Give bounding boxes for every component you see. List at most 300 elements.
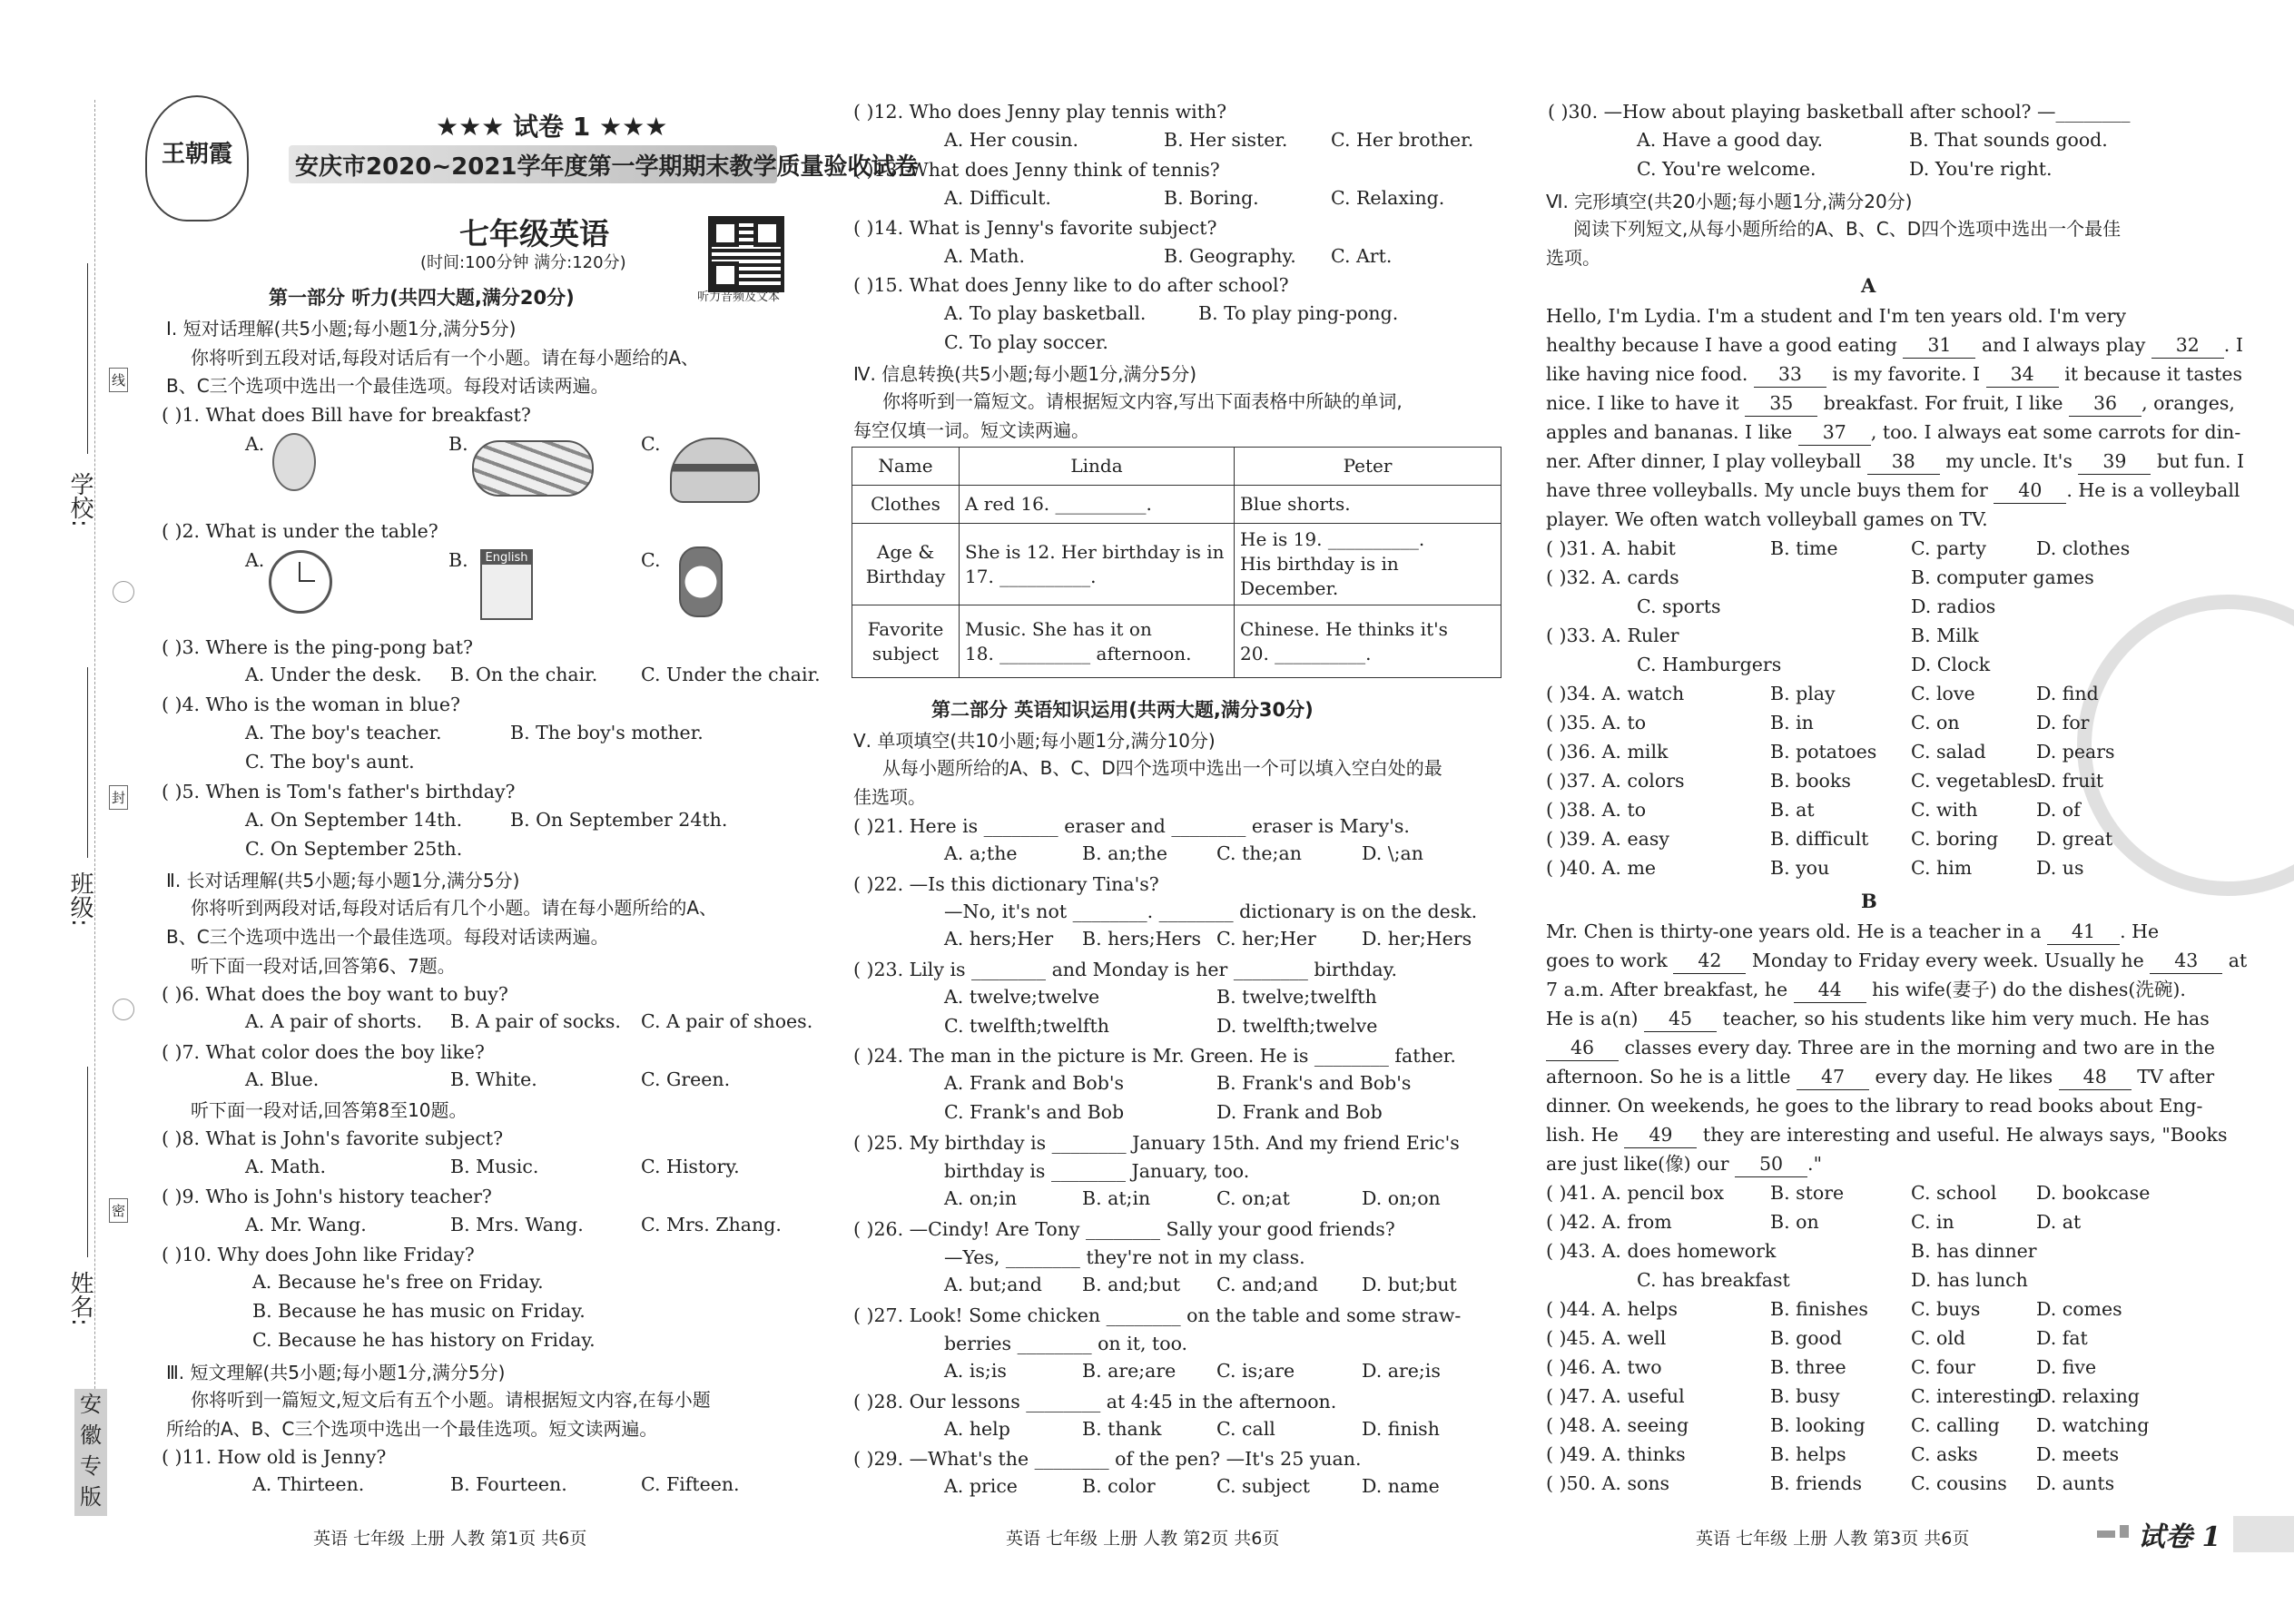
option[interactable]: B. twelve;twelfth	[1216, 986, 1377, 1008]
passage-line: afternoon. So he is a little 47 every day. He likes 48 TV after	[1546, 1064, 2214, 1090]
section5-heading: Ⅴ. 单项填空(共10小题;每小题1分,满分10分)	[853, 730, 1216, 752]
section4-heading: Ⅳ. 信息转换(共5小题;每小题1分,满分5分)	[853, 363, 1197, 385]
option[interactable]: C. in	[1911, 1211, 1954, 1233]
question-21: ( )21. Here is ________ eraser and ________ eraser is Mary's.	[853, 815, 1410, 837]
option[interactable]: C. Art.	[1331, 245, 1393, 267]
option[interactable]: B. friends	[1770, 1472, 1863, 1494]
cloze-question[interactable]: ( )33. A. Ruler	[1546, 625, 1679, 646]
option[interactable]: A. Under the desk.	[245, 664, 422, 685]
table-cell: Blue shorts.	[1235, 486, 1501, 524]
edition-char: 版	[80, 1484, 102, 1510]
question-24: ( )24. The man in the picture is Mr. Green. He is ________ father.	[853, 1045, 1456, 1067]
cloze-question[interactable]: ( )48. A. seeing	[1546, 1414, 1689, 1436]
cloze-blank[interactable]: 36	[2069, 390, 2141, 417]
instruction: 你将听到两段对话,每段对话后有几个小题。请在每小题所给的A、	[191, 897, 718, 919]
option[interactable]: D. her;Hers	[1362, 928, 1472, 950]
option[interactable]: C. subject	[1216, 1475, 1311, 1497]
part1-heading: 第一部分 听力(共四大题,满分20分)	[269, 287, 575, 309]
hamburger-icon[interactable]	[670, 438, 760, 503]
passage-line: 7 a.m. After breakfast, he 44 his wife(妻子) do the dishes(洗碗).	[1546, 977, 2186, 1003]
table-cell: Chinese. He thinks it's	[1240, 617, 1448, 640]
egg-icon[interactable]	[272, 433, 316, 491]
page-footer: 英语 七年级 上册 人教 第3页 共6页	[1696, 1529, 1970, 1549]
passage-line: healthy because I have a good eating 31 and I always play 32 . I	[1546, 332, 2243, 359]
option[interactable]: B. busy	[1770, 1385, 1840, 1407]
option[interactable]: C. buys	[1911, 1298, 1981, 1320]
info-table	[852, 447, 1501, 678]
name-label: 姓名:	[66, 1271, 94, 1326]
book-label: English	[482, 551, 531, 565]
option[interactable]: D. finish	[1362, 1418, 1440, 1440]
question-27-line2: berries ________ on it, too.	[944, 1333, 1188, 1354]
cloze-question[interactable]: ( )36. A. milk	[1546, 741, 1669, 763]
option[interactable]: C. Hamburgers	[1637, 654, 1782, 675]
instruction: 你将听到一篇短文。请根据短文内容,写出下面表格中所缺的单词,	[882, 390, 1403, 412]
passage-line: lish. He 49 they are interesting and useful. He always says, "Books	[1546, 1122, 2227, 1148]
option[interactable]: A. Difficult.	[944, 187, 1051, 209]
option[interactable]: C. on;at	[1216, 1187, 1290, 1209]
option[interactable]: A. Because he's free on Friday.	[252, 1271, 544, 1293]
option[interactable]: D. relaxing	[2036, 1385, 2140, 1407]
option[interactable]: D. great	[2036, 828, 2113, 850]
line-mark: 线	[109, 368, 128, 392]
option[interactable]: C. and;and	[1216, 1274, 1318, 1295]
option[interactable]: A. twelve;twelve	[944, 986, 1100, 1008]
option[interactable]: C. History.	[641, 1156, 740, 1177]
option[interactable]: A. but;and	[944, 1274, 1042, 1295]
option[interactable]: B. Music.	[450, 1156, 539, 1177]
option[interactable]: A. hers;Her	[944, 928, 1054, 950]
school-label: 学校:	[66, 472, 94, 527]
cloze-question[interactable]: ( )42. A. from	[1546, 1211, 1672, 1233]
option[interactable]: B. thank	[1082, 1418, 1162, 1440]
alarm-clock-icon[interactable]	[269, 550, 332, 614]
instruction: 所给的A、B、C三个选项中选出一个最佳选项。短文读两遍。	[166, 1418, 658, 1440]
instruction: 每空仅填一词。短文读两遍。	[853, 419, 1089, 441]
option[interactable]: A. On September 14th.	[245, 809, 463, 831]
table-cell-blank-19[interactable]: He is 19. __________.	[1240, 528, 1425, 550]
cloze-question[interactable]: ( )40. A. me	[1546, 857, 1657, 879]
option[interactable]: C. sports	[1637, 595, 1721, 617]
section2-heading: Ⅱ. 长对话理解(共5小题;每小题1分,满分5分)	[166, 870, 520, 891]
option[interactable]: B. finishes	[1770, 1298, 1868, 1320]
option[interactable]: B. White.	[450, 1068, 537, 1090]
option[interactable]: C. On September 25th.	[245, 838, 463, 860]
option[interactable]: D. twelfth;twelve	[1216, 1015, 1378, 1037]
class-label: 班级:	[66, 871, 94, 927]
question-25: ( )25. My birthday is ________ January 15th. And my friend Eric's	[853, 1132, 1460, 1154]
option[interactable]: D. \;an	[1362, 842, 1423, 864]
question-25-line2: birthday is ________ January, too.	[944, 1160, 1250, 1182]
option[interactable]: A. a;the	[944, 842, 1018, 864]
instruction: B、C三个选项中选出一个最佳选项。每段对话读两遍。	[166, 926, 609, 948]
option[interactable]: A. Math.	[944, 245, 1026, 267]
option[interactable]: C. Because he has history on Friday.	[252, 1329, 596, 1351]
option[interactable]: D. meets	[2036, 1443, 2120, 1465]
option[interactable]: D. pears	[2036, 741, 2115, 763]
question-3: ( )3. Where is the ping-pong bat?	[162, 636, 473, 658]
option[interactable]: B. potatoes	[1770, 741, 1877, 763]
cloze-question[interactable]: ( )38. A. to	[1546, 799, 1647, 821]
question-9: ( )9. Who is John's history teacher?	[162, 1186, 492, 1207]
option[interactable]: B. Fourteen.	[450, 1473, 567, 1495]
option[interactable]: B. are;are	[1082, 1360, 1177, 1382]
option[interactable]: D. fruit	[2036, 770, 2104, 792]
cloze-blank[interactable]: 31	[1903, 332, 1975, 359]
exam-tag: 试卷 1	[2138, 1521, 2221, 1553]
publisher-logo	[145, 95, 249, 221]
option[interactable]: B. Her sister.	[1164, 129, 1288, 151]
option[interactable]: D. Frank and Bob	[1216, 1101, 1383, 1123]
section3-heading: Ⅲ. 短文理解(共5小题;每小题1分,满分5分)	[166, 1362, 506, 1383]
instruction: 阅读下列短文,从每小题所给的A、B、C、D四个选项中选出一个最佳	[1573, 218, 2122, 240]
option[interactable]: C. calling	[1911, 1414, 2000, 1436]
option[interactable]: C. with	[1911, 799, 1978, 821]
passage-line: dinner. On weekends, he goes to the library to read books about Eng-	[1546, 1095, 2203, 1117]
cloze-question[interactable]: ( )45. A. well	[1546, 1327, 1667, 1349]
cloze-blank[interactable]: 32	[2151, 332, 2224, 359]
section6-heading: Ⅵ. 完形填空(共20小题;每小题1分,满分20分)	[1546, 191, 1913, 212]
option[interactable]: B. an;the	[1082, 842, 1168, 864]
question-28: ( )28. Our lessons ________ at 4:45 in the afternoon.	[853, 1391, 1337, 1412]
option[interactable]: C. old	[1911, 1327, 1966, 1349]
instruction: 佳选项。	[853, 786, 926, 808]
option[interactable]: D. for	[2036, 712, 2090, 733]
cloze-blank[interactable]: 42	[1673, 948, 1746, 974]
option[interactable]: D. radios	[1911, 595, 1996, 617]
option[interactable]: B. books	[1770, 770, 1851, 792]
option[interactable]: A. Mr. Wang.	[245, 1214, 367, 1235]
decor-block	[2233, 1516, 2294, 1552]
seal-mark-label: 封	[109, 785, 128, 810]
part2-heading: 第二部分 英语知识运用(共两大题,满分30分)	[931, 699, 1314, 721]
option[interactable]: B. helps	[1770, 1443, 1846, 1465]
cake-roll-icon[interactable]	[472, 440, 594, 497]
option[interactable]: C. You're welcome.	[1637, 158, 1816, 180]
cloze-question[interactable]: ( )37. A. colors	[1546, 770, 1685, 792]
option[interactable]: B. has dinner	[1911, 1240, 2037, 1262]
cloze-question[interactable]: ( )32. A. cards	[1546, 566, 1679, 588]
option[interactable]: C. party	[1911, 537, 1986, 559]
table-cell: Favorite	[867, 617, 944, 640]
option[interactable]: C. love	[1911, 683, 1975, 704]
table-cell: subject	[871, 642, 940, 664]
edition-badge	[74, 1389, 107, 1516]
option[interactable]: A. Her cousin.	[944, 129, 1078, 151]
option[interactable]: A. To play basketball.	[944, 302, 1147, 324]
option[interactable]: D. name	[1362, 1475, 1440, 1497]
table-cell: Age &	[876, 540, 935, 563]
option[interactable]: B. color	[1082, 1475, 1156, 1497]
cloze-blank[interactable]: 34	[1986, 361, 2059, 388]
cloze-question[interactable]: ( )41. A. pencil box	[1546, 1182, 1725, 1204]
cloze-question[interactable]: ( )50. A. sons	[1546, 1472, 1670, 1494]
option[interactable]: C. boring	[1911, 828, 1999, 850]
option[interactable]: C. her;Her	[1216, 928, 1316, 950]
option[interactable]: B. On September 24th.	[510, 809, 728, 831]
option[interactable]: C. the;an	[1216, 842, 1302, 864]
cloze-question[interactable]: ( )49. A. thinks	[1546, 1443, 1686, 1465]
passage-line: have three volleyballs. My uncle buys them for 40 . He is a volleyball	[1546, 477, 2240, 504]
passage-line: 46 classes every day. Three are in the morning and two are in the	[1546, 1035, 2215, 1061]
cloze-question[interactable]: ( )43. A. does homework	[1546, 1240, 1777, 1262]
passage-line: like having nice food. 33 is my favorite. I 34 it because it tastes	[1546, 361, 2242, 388]
school-blank[interactable]	[87, 263, 88, 454]
passage-a-label: A	[1861, 274, 1876, 297]
subject-title: 七年级英语	[459, 216, 609, 251]
cloze-blank[interactable]: 35	[1745, 390, 1817, 417]
option[interactable]: C. cousins	[1911, 1472, 2007, 1494]
instruction: B、C三个选项中选出一个最佳选项。每段对话读两遍。	[166, 375, 609, 397]
cloze-blank[interactable]: 45	[1644, 1006, 1717, 1032]
option[interactable]: D. but;but	[1362, 1274, 1457, 1295]
option[interactable]: C. salad	[1911, 741, 1986, 763]
instruction: 从每小题所给的A、B、C、D四个选项中选出一个可以填入空白处的最	[882, 757, 1442, 779]
option[interactable]: C. him	[1911, 857, 1973, 879]
passage-line: ner. After dinner, I play volleyball 38 my uncle. It's 39 but fun. I	[1546, 448, 2244, 475]
option[interactable]: D. are;is	[1362, 1360, 1441, 1382]
question-2: ( )2. What is under the table?	[162, 520, 438, 542]
cloze-blank[interactable]: 33	[1754, 361, 1826, 388]
english-book-icon[interactable]	[480, 549, 533, 620]
question-1: ( )1. What does Bill have for breakfast?	[162, 404, 531, 426]
cloze-blank[interactable]: 47	[1797, 1064, 1869, 1090]
table-cell-blank-17[interactable]: 17. __________.	[965, 565, 1097, 587]
option[interactable]: B. That sounds good.	[1909, 129, 2108, 151]
cloze-question[interactable]: ( )34. A. watch	[1546, 683, 1685, 704]
option[interactable]: D. clothes	[2036, 537, 2131, 559]
passage-line: nice. I like to have it 35 breakfast. For fruit, I like 36 , oranges,	[1546, 390, 2235, 417]
question-26: ( )26. —Cindy! Are Tony ________ Sally your good friends?	[853, 1218, 1395, 1240]
question-12: ( )12. Who does Jenny play tennis with?	[853, 101, 1227, 123]
option[interactable]: D. on;on	[1362, 1187, 1441, 1209]
instruction: 听下面一段对话,回答第8至10题。	[191, 1099, 468, 1121]
page-footer: 英语 七年级 上册 人教 第2页 共6页	[1006, 1529, 1280, 1549]
option[interactable]: A. help	[944, 1418, 1010, 1440]
edition-char: 安	[80, 1392, 102, 1417]
table-header: Name	[852, 448, 960, 486]
cloze-blank[interactable]: 40	[1994, 477, 2066, 504]
instruction: 选项。	[1546, 247, 1600, 269]
cloze-blank[interactable]: 39	[2078, 448, 2151, 475]
table-cell: Birthday	[865, 565, 946, 587]
option[interactable]: D. aunts	[2036, 1472, 2115, 1494]
cloze-blank[interactable]: 49	[1624, 1122, 1697, 1148]
decor-bar	[2120, 1525, 2129, 1538]
option[interactable]: A. Thirteen.	[252, 1473, 365, 1495]
option[interactable]: B. looking	[1770, 1414, 1866, 1436]
exam-title: 安庆市2020~2021学年度第一学期期末教学质量验收试卷	[295, 153, 919, 181]
question-22-line2: —No, it's not ________. ________ dictionary is on the desk.	[944, 901, 1478, 922]
option[interactable]: B. play	[1770, 683, 1836, 704]
option[interactable]: D. find	[2036, 683, 2099, 704]
option[interactable]: D. You're right.	[1909, 158, 2053, 180]
cloze-question[interactable]: ( )31. A. habit	[1546, 537, 1676, 559]
option[interactable]: B. Milk	[1911, 625, 1979, 646]
option[interactable]: C. on	[1911, 712, 1960, 733]
option[interactable]: B. time	[1770, 537, 1838, 559]
table-header: Peter	[1235, 448, 1501, 486]
option[interactable]: B. The boy's mother.	[510, 722, 704, 743]
cloze-question[interactable]: ( )35. A. to	[1546, 712, 1647, 733]
option[interactable]: D. of	[2036, 799, 2081, 821]
option[interactable]: C. To play soccer.	[944, 331, 1108, 353]
option[interactable]: C. twelfth;twelfth	[944, 1015, 1109, 1037]
edition-char: 徽	[80, 1422, 102, 1448]
ring-mark	[113, 581, 134, 603]
passage-line: Mr. Chen is thirty-one years old. He is a teacher in a 41 . He	[1546, 919, 2159, 945]
option[interactable]: C. is;are	[1216, 1360, 1295, 1382]
option[interactable]: A. is;is	[944, 1360, 1007, 1382]
option[interactable]: B. at	[1770, 799, 1815, 821]
option[interactable]: C. has breakfast	[1637, 1269, 1790, 1291]
option[interactable]: C. school	[1911, 1182, 1997, 1204]
option[interactable]: B. Because he has music on Friday.	[252, 1300, 586, 1322]
option[interactable]: B. Frank's and Bob's	[1216, 1072, 1412, 1094]
option[interactable]: C. Her brother.	[1331, 129, 1474, 151]
option[interactable]: B. Boring.	[1164, 187, 1259, 209]
option[interactable]: A. price	[944, 1475, 1018, 1497]
qr-code[interactable]	[708, 216, 784, 292]
passage-line: He is a(n) 45 teacher, so his students like him very much. He has	[1546, 1006, 2210, 1032]
option[interactable]: B. difficult	[1770, 828, 1869, 850]
question-22: ( )22. —Is this dictionary Tina's?	[853, 873, 1159, 895]
option[interactable]: C. Green.	[641, 1068, 731, 1090]
option[interactable]: C. Mrs. Zhang.	[641, 1214, 782, 1235]
question-7: ( )7. What color does the boy like?	[162, 1041, 485, 1063]
option[interactable]: C. Relaxing.	[1331, 187, 1445, 209]
option[interactable]: D. watching	[2036, 1414, 2150, 1436]
passage-b-label: B	[1861, 890, 1877, 912]
instruction: 你将听到一篇短文,短文后有五个小题。请根据短文内容,在每小题	[191, 1389, 711, 1411]
option[interactable]: B. good	[1770, 1327, 1843, 1349]
cloze-question[interactable]: ( )46. A. two	[1546, 1356, 1662, 1378]
option[interactable]: D. five	[2036, 1356, 2097, 1378]
time-info: (时间:100分钟 满分:120分)	[420, 253, 626, 272]
question-11: ( )11. How old is Jenny?	[162, 1446, 387, 1468]
option[interactable]: B. Geography.	[1164, 245, 1296, 267]
question-23: ( )23. Lily is ________ and Monday is her ________ birthday.	[853, 959, 1398, 980]
cloze-blank[interactable]: 48	[2059, 1064, 2132, 1090]
option[interactable]: D. us	[2036, 857, 2084, 879]
option[interactable]: D. has lunch	[1911, 1269, 2028, 1291]
option[interactable]: B. you	[1770, 857, 1830, 879]
passage-line: are just like(像) our 50 ."	[1546, 1151, 1822, 1177]
option[interactable]: B. Mrs. Wang.	[450, 1214, 584, 1235]
option[interactable]: A. The boy's teacher.	[245, 722, 442, 743]
option[interactable]: B. and;but	[1082, 1274, 1181, 1295]
option[interactable]: A. on;in	[944, 1187, 1018, 1209]
passage-line: apples and bananas. I like 37 , too. I always eat some carrots for din-	[1546, 419, 2240, 446]
option[interactable]: D. comes	[2036, 1298, 2122, 1320]
table-cell-blank-16[interactable]: A red 16. __________.	[960, 486, 1235, 524]
page-footer: 英语 七年级 上册 人教 第1页 共6页	[313, 1529, 587, 1549]
question-26-line2: —Yes, ________ they're not in my class.	[944, 1246, 1305, 1268]
option[interactable]: C. asks	[1911, 1443, 1978, 1465]
option[interactable]: B. On the chair.	[450, 664, 598, 685]
table-cell-blank-18[interactable]: 18. __________ afternoon.	[965, 642, 1192, 664]
cloze-blank[interactable]: 46	[1546, 1035, 1619, 1061]
cloze-blank[interactable]: 44	[1794, 977, 1866, 1003]
option[interactable]: B. To play ping-pong.	[1198, 302, 1399, 324]
option[interactable]: B. at;in	[1082, 1187, 1151, 1209]
cloze-question[interactable]: ( )44. A. helps	[1546, 1298, 1679, 1320]
cloze-blank[interactable]: 41	[2047, 919, 2120, 945]
option[interactable]: B. A pair of socks.	[450, 1010, 621, 1032]
instruction: 听下面一段对话,回答第6、7题。	[191, 955, 456, 977]
cloze-question[interactable]: ( )39. A. easy	[1546, 828, 1669, 850]
cloze-blank[interactable]: 38	[1867, 448, 1940, 475]
table-cell-blank-20[interactable]: 20. __________.	[1240, 642, 1372, 664]
cloze-blank[interactable]: 37	[1798, 419, 1871, 446]
question-30: ( )30. —How about playing basketball after school? —________	[1548, 101, 2131, 123]
watch-icon[interactable]	[679, 546, 723, 617]
option[interactable]: A. A pair of shorts.	[245, 1010, 422, 1032]
decor-bar	[2097, 1530, 2115, 1538]
option[interactable]: C. Under the chair.	[641, 664, 821, 685]
option[interactable]: B. on	[1770, 1211, 1819, 1233]
option[interactable]: B. three	[1770, 1356, 1846, 1378]
option[interactable]: D. at	[2036, 1211, 2082, 1233]
question-27: ( )27. Look! Some chicken ________ on the table and some straw-	[853, 1304, 1462, 1326]
question-5: ( )5. When is Tom's father's birthday?	[162, 781, 516, 802]
option[interactable]: A. Math.	[245, 1156, 327, 1177]
exam-badge: ★★★ 试卷 1 ★★★	[436, 112, 668, 142]
option[interactable]: D. bookcase	[2036, 1182, 2151, 1204]
passage-line: Hello, I'm Lydia. I'm a student and I'm ten years old. I'm very	[1546, 305, 2127, 327]
option[interactable]: C. Frank's and Bob	[944, 1101, 1125, 1123]
option[interactable]: B. in	[1770, 712, 1814, 733]
option[interactable]: B. store	[1770, 1182, 1845, 1204]
option[interactable]: B. computer games	[1911, 566, 2094, 588]
table-header: Linda	[960, 448, 1235, 486]
question-4: ( )4. Who is the woman in blue?	[162, 694, 460, 715]
secret-mark: 密	[109, 1198, 128, 1223]
question-13: ( )13. What does Jenny think of tennis?	[853, 159, 1220, 181]
option[interactable]: C. four	[1911, 1356, 1975, 1378]
option[interactable]: C. interesting	[1911, 1385, 2040, 1407]
ring-mark	[113, 999, 134, 1020]
table-cell: Music. She has it on	[965, 617, 1152, 640]
option[interactable]: A. Frank and Bob's	[944, 1072, 1124, 1094]
cloze-blank[interactable]: 43	[2150, 948, 2222, 974]
question-8: ( )8. What is John's favorite subject?	[162, 1127, 504, 1149]
class-blank[interactable]	[87, 667, 88, 858]
option[interactable]: C. The boy's aunt.	[245, 751, 415, 773]
question-6: ( )6. What does the boy want to buy?	[162, 983, 508, 1005]
question-10: ( )10. Why does John like Friday?	[162, 1244, 475, 1265]
cloze-blank[interactable]: 50	[1735, 1151, 1807, 1177]
cloze-question[interactable]: ( )47. A. useful	[1546, 1385, 1685, 1407]
edition-char: 专	[80, 1453, 102, 1479]
option[interactable]: C. A pair of shoes.	[641, 1010, 813, 1032]
name-blank[interactable]	[87, 1067, 88, 1257]
passage-line: goes to work 42 Monday to Friday every week. Usually he 43 at	[1546, 948, 2247, 974]
option[interactable]: A. Have a good day.	[1637, 129, 1824, 151]
option[interactable]: D. Clock	[1911, 654, 1991, 675]
question-29: ( )29. —What's the ________ of the pen? —It's 25 yuan.	[853, 1448, 1362, 1470]
option[interactable]: A. Blue.	[245, 1068, 320, 1090]
table-cell: Clothes	[852, 486, 960, 524]
option[interactable]: C. call	[1216, 1418, 1275, 1440]
option[interactable]: C. Fifteen.	[641, 1473, 740, 1495]
option[interactable]: C. vegetables	[1911, 770, 2038, 792]
option[interactable]: D. fat	[2036, 1327, 2088, 1349]
logo-text: 王朝霞	[161, 141, 232, 168]
passage-line: player. We often watch volleyball games on TV.	[1546, 508, 1988, 530]
option[interactable]: B. hers;Hers	[1082, 928, 1201, 950]
instruction: 你将听到五段对话,每段对话后有一个小题。请在每小题给的A、	[191, 347, 700, 369]
